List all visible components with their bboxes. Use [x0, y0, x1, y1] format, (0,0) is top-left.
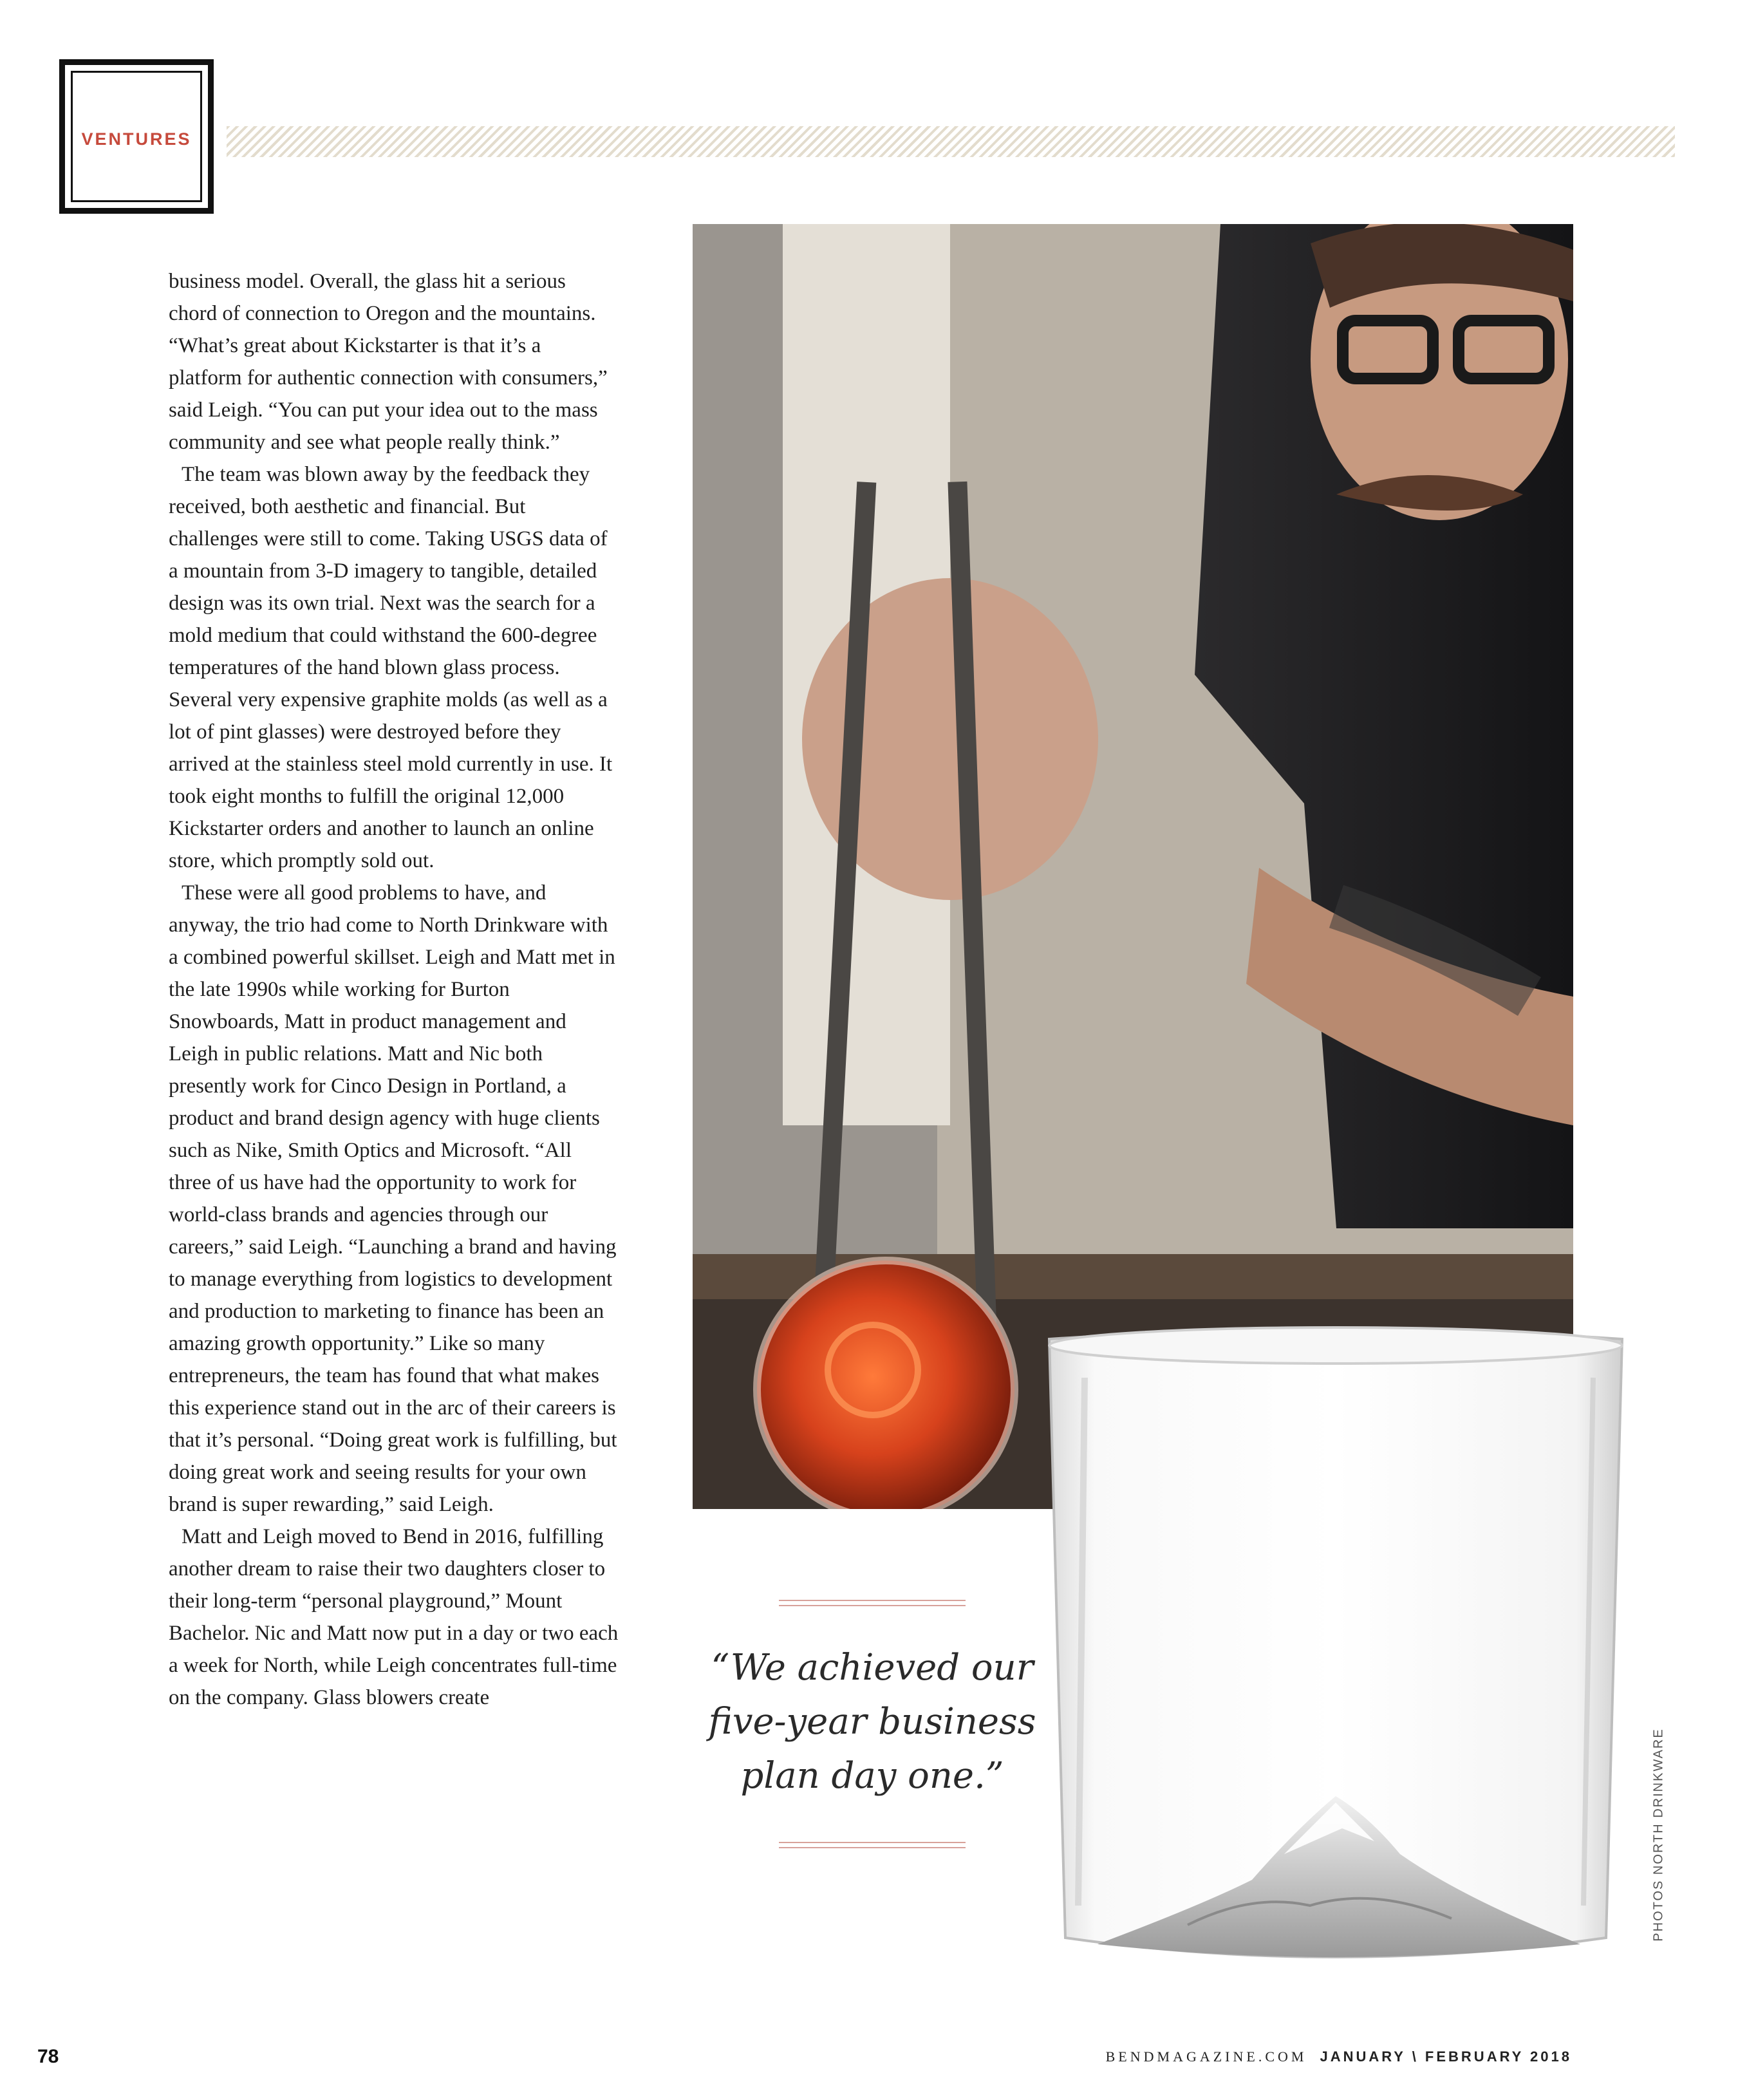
pull-quote-bottom-rule	[779, 1842, 966, 1848]
pull-quote-text: “We achieved our five-year business plan day one.”	[708, 1647, 1036, 1797]
footer-folio	[1106, 2048, 1572, 2065]
footer-site: BENDMAGAZINE.COM	[1105, 2048, 1307, 2065]
article-paragraph: These were all good problems to have, and anyway, the trio had come to North Drinkware with a combined powerful skillset. Leigh and Matt met in the late 1990s while working for Burton Snowboards, Matt in product management and Leigh in public relations. Matt and Nic both presently work for Cinco Design in Portland, a product and brand design agency with huge clients such as Nike, Smith Optics and Microsoft. “All three of us have had the opportunity to work for world-class brands and agencies through our careers,” said Leigh. “Launching a brand and having to manage everything from logistics to development and production to marketing to finance has been an amazing growth opportunity.” Like so many entrepreneurs, the team has found that what makes this experience stand out in the arc of their careers is that it’s personal. “Doing great work is fulfilling, but doing great work and seeing results for your own brand is super rewarding,” said Leigh.	[169, 881, 617, 1516]
pull-quote	[705, 1600, 1040, 1848]
article-body	[169, 265, 619, 1714]
article-paragraph: The team was blown away by the feedback they received, both aesthetic and financial. But challenges were still to come. Taking USGS data of a mountain from 3-D imagery to tangible, detailed design was its own trial. Next was the search for a mold medium that could withstand the 600-degree temperatures of the hand blown glass process. Several very expensive graphite molds (as well as a lot of pint glasses) were destroyed before they arrived at the stainless steel mold currently in use. It took eight months to fulfill the original 12,000 Kickstarter orders and another to launch an online store, which promptly sold out.	[169, 463, 613, 872]
glassblower-photo	[693, 224, 1573, 1509]
header-hatch-rule	[227, 126, 1675, 157]
article-paragraph: business model. Overall, the glass hit a serious chord of connection to Oregon and the mountains. “What’s great about Kickstarter is that it’s a platform for authentic connection with consumers,” said Leigh. “You can put your idea out to the mass community and see what people really think.”	[169, 270, 608, 454]
page-number: 78	[37, 2046, 59, 2067]
section-marker	[59, 59, 214, 214]
footer-issue: JANUARY \ FEBRUARY 2018	[1320, 2048, 1572, 2065]
section-label: VENTURES	[81, 129, 192, 149]
article-paragraph: Matt and Leigh moved to Bend in 2016, fulfilling another dream to raise their two daughters closer to their long-term “personal playground,” Mount Bachelor. Nic and Matt now put in a day or two each a week for North, while Leigh concentrates full-time on the company. Glass blowers create	[169, 1525, 619, 1709]
mountain-glass-photo	[1040, 1326, 1632, 1986]
pull-quote-top-rule	[779, 1600, 966, 1606]
photo-credit	[1648, 1728, 1670, 1942]
photo-credit-text: PHOTOS NORTH DRINKWARE	[1651, 1728, 1666, 1942]
